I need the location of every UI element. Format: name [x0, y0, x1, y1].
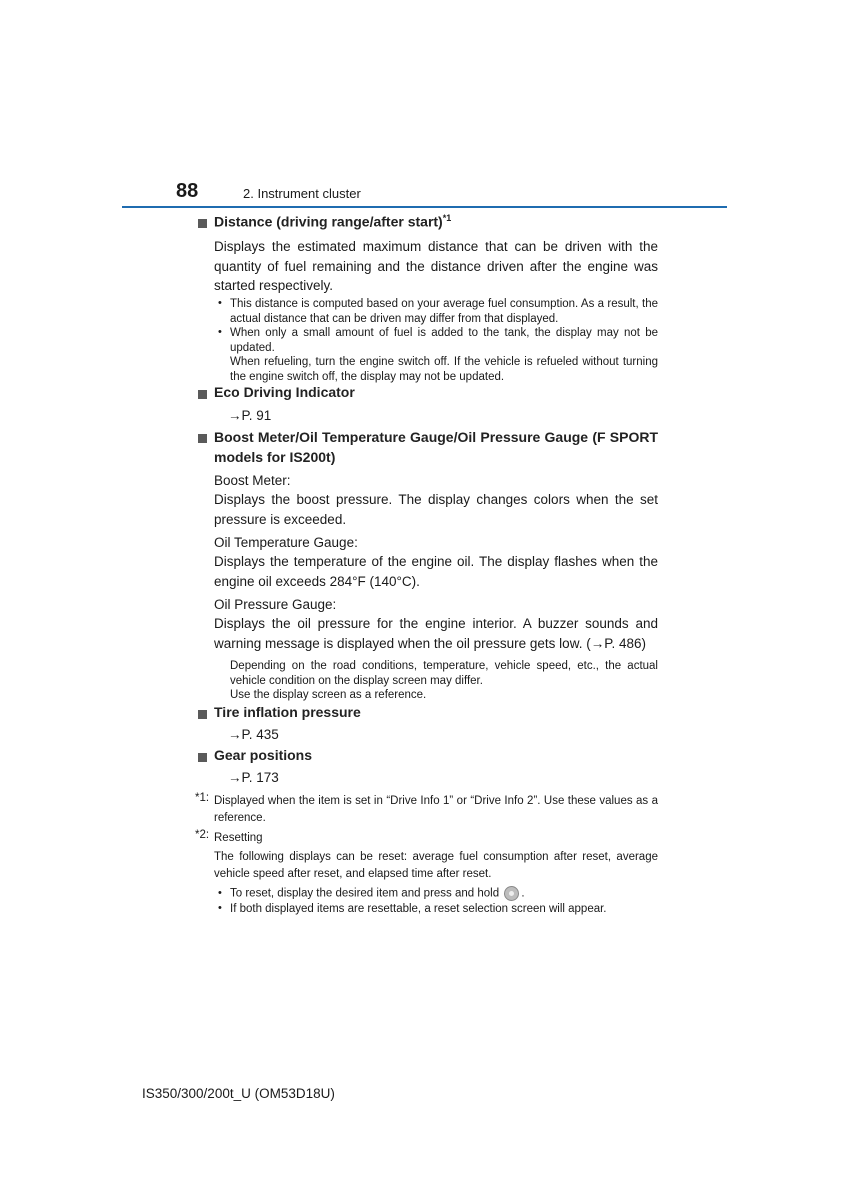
square-bullet-icon	[198, 390, 207, 399]
bullet-dot: •	[218, 326, 222, 338]
oil-pressure-label: Oil Pressure Gauge:	[214, 597, 337, 612]
oil-temp-label: Oil Temperature Gauge:	[214, 535, 358, 550]
chapter-title: 2. Instrument cluster	[243, 186, 361, 201]
tire-page-reference: →P. 435	[228, 727, 279, 742]
section-heading-distance: Distance (driving range/after start)$^{*1}$	[214, 213, 452, 230]
oil-temp-text: Displays the temperature of the engine oil. The display flashes when the engine oil exceeds 284°F (140°C).	[214, 554, 658, 589]
section-heading-boost: Boost Meter/Oil Temperature Gauge/Oil Pressure Gauge (F SPORT models for IS200t)	[214, 429, 658, 465]
footnote-1-mark: *1:	[195, 792, 210, 804]
bullet-dot: •	[218, 887, 222, 899]
square-bullet-icon	[198, 753, 207, 762]
section-heading-tire: Tire inflation pressure	[214, 704, 361, 720]
square-bullet-icon	[198, 219, 207, 228]
footnote-2-mark: *2:	[195, 829, 210, 841]
header-rule	[122, 206, 727, 208]
page-number: 88	[176, 180, 199, 202]
bullet-dot: •	[218, 902, 222, 914]
gear-page-reference: →P. 173	[228, 770, 279, 785]
boost-meter-label: Boost Meter:	[214, 473, 291, 488]
bullet-dot: •	[218, 297, 222, 309]
section-heading-gear: Gear positions	[214, 747, 313, 763]
distance-note-2b: When refueling, turn the engine switch off. If the vehicle is refueled without turning the engine switch off, the display may not be updated.	[230, 356, 658, 383]
square-bullet-icon	[198, 434, 207, 443]
reset-selection-note: If both displayed items are resettable, a reset selection screen will appear.	[230, 903, 607, 915]
footnote-1-text: Displayed when the item is set in “Drive Info 1” or “Drive Info 2”. Use these values as a reference.	[214, 795, 658, 824]
boost-note-b: Use the display screen as a reference.	[230, 689, 427, 701]
footnote-2-text: The following displays can be reset: average fuel consumption after reset, average vehicle speed after reset, and elapsed time after reset.	[214, 851, 658, 880]
distance-note-2: When only a small amount of fuel is added to the tank, the display may not be updated.	[230, 327, 658, 354]
square-bullet-icon	[198, 710, 207, 719]
distance-body: Displays the estimated maximum distance that can be driven with the quantity of fuel remaining and the distance driven after the engine was started respectively.	[214, 239, 658, 293]
model-footer: IS350/300/200t_U (OM53D18U)	[142, 1086, 335, 1101]
boost-note: Depending on the road conditions, temperature, vehicle speed, etc., the actual vehicle condition on the display screen may differ.	[230, 660, 658, 687]
boost-meter-text: Displays the boost pressure. The display changes colors when the set pressure is exceeded.	[214, 492, 658, 527]
reset-instruction: To reset, display the desired item and press and hold .	[230, 887, 525, 900]
section-heading-eco: Eco Driving Indicator	[214, 384, 355, 400]
oil-pressure-text: Displays the oil pressure for the engine interior. A buzzer sounds and warning message is displayed when the oil pressure gets low. (→P. 486)	[214, 616, 658, 651]
steering-switch-icon	[504, 886, 519, 901]
eco-page-reference: →P. 91	[228, 408, 272, 423]
footnote-2-title: Resetting	[214, 832, 263, 844]
distance-note-1: This distance is computed based on your average fuel consumption. As a result, the actual distance that can be driven may differ from that displayed.	[230, 298, 658, 325]
